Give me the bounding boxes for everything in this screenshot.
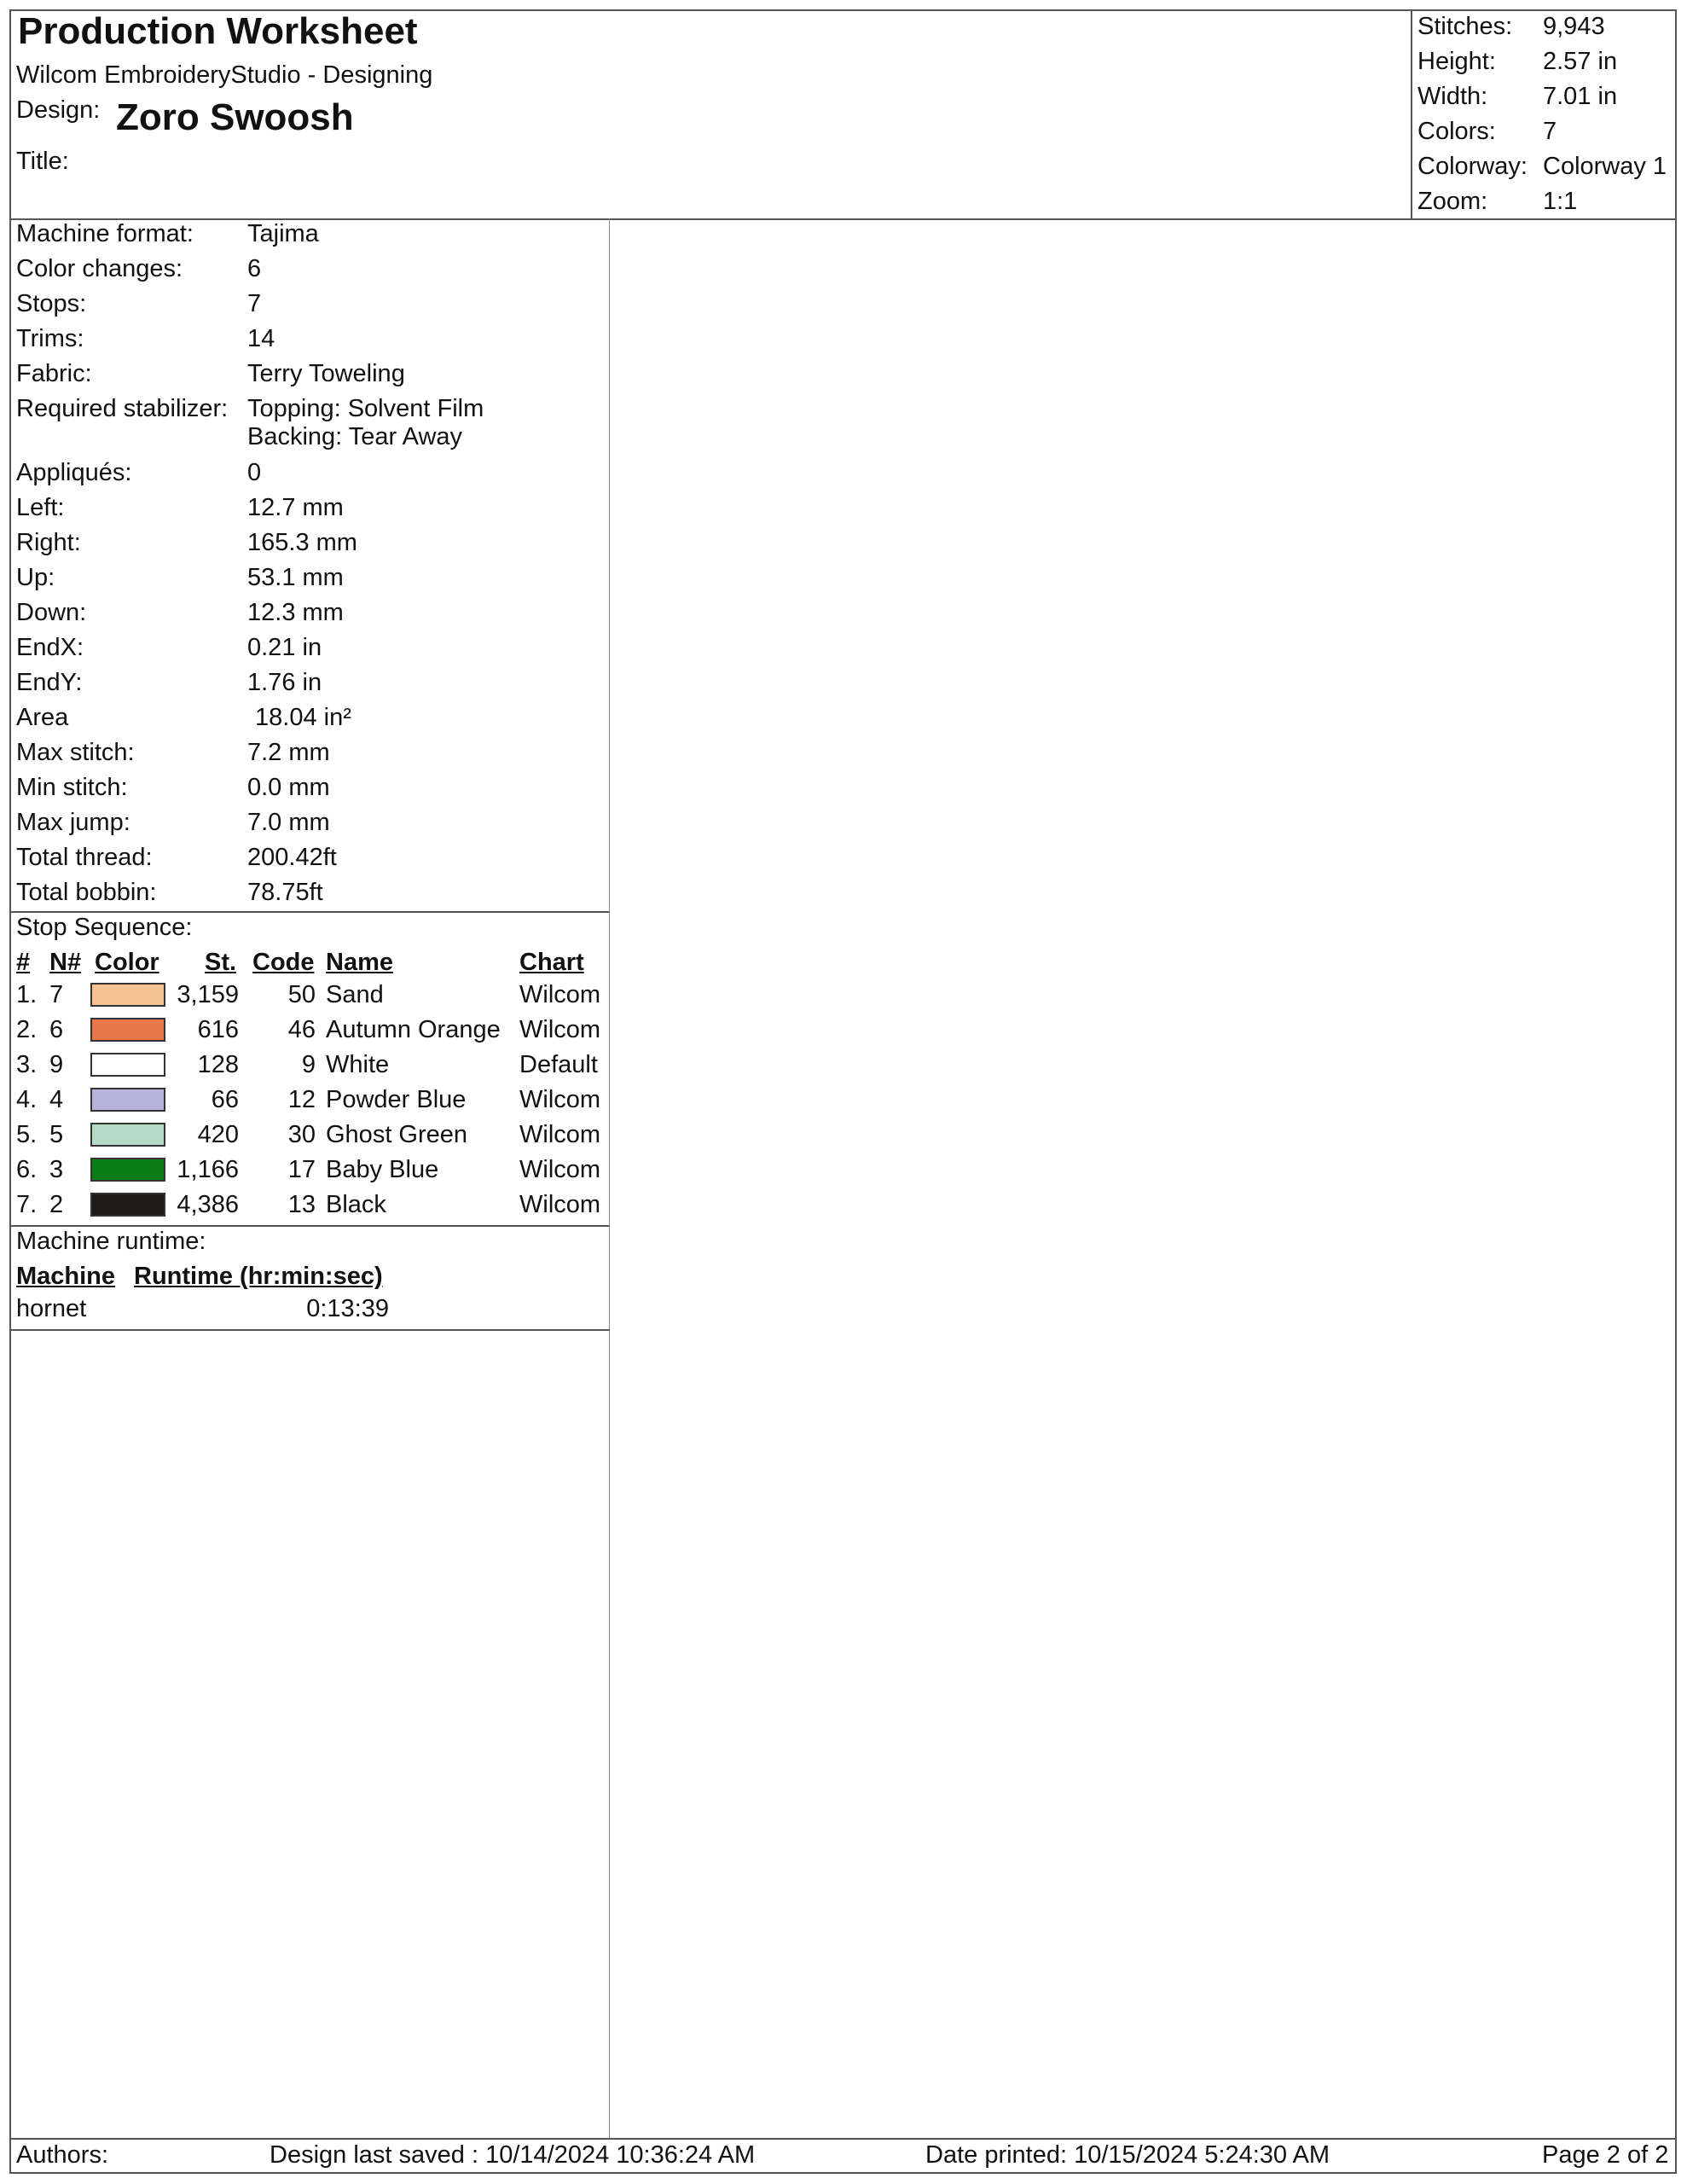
detail-value: 0.21 in: [247, 634, 322, 661]
row-needle: 2: [49, 1191, 64, 1218]
row-chart: Wilcom: [519, 1191, 601, 1218]
detail-label: Down:: [16, 599, 87, 626]
color-swatch: [90, 1158, 165, 1182]
footer-printed: Date printed: 10/15/2024 5:24:30 AM: [925, 2141, 1330, 2169]
row-chart: Wilcom: [519, 1156, 601, 1183]
detail-label: Required stabilizer:: [16, 395, 229, 422]
row-num: 3.: [16, 1051, 38, 1078]
color-swatch: [90, 983, 165, 1007]
design-name: Zoro Swoosh: [116, 96, 354, 138]
detail-value: 200.42ft: [247, 844, 337, 871]
row-name: Powder Blue: [326, 1086, 467, 1113]
row-code: 30: [287, 1121, 316, 1148]
design-label: Design:: [16, 96, 101, 124]
summary-label: Zoom:: [1417, 188, 1488, 215]
color-swatch: [90, 1123, 165, 1147]
row-stitches: 4,386: [177, 1191, 239, 1218]
footer-page-number: Page 2 of 2: [1542, 2141, 1669, 2169]
detail-label: Color changes:: [16, 255, 183, 282]
detail-value: 1.76 in: [247, 669, 322, 696]
detail-label: Appliqués:: [16, 459, 132, 486]
header-color: Color: [95, 949, 159, 976]
page-title: Production Worksheet: [18, 10, 418, 52]
header-runtime: Runtime (hr:min:sec): [134, 1263, 383, 1290]
color-swatch: [90, 1018, 165, 1042]
row-num: 7.: [16, 1191, 38, 1218]
detail-label: Trims:: [16, 325, 84, 352]
row-code: 17: [287, 1156, 316, 1183]
footer-divider: [9, 2138, 1677, 2140]
detail-label: Stops:: [16, 290, 87, 317]
runtime-title: Machine runtime:: [16, 1228, 206, 1255]
header-stitches: St.: [205, 949, 237, 976]
row-chart: Wilcom: [519, 981, 601, 1008]
row-code: 9: [301, 1051, 316, 1078]
row-stitches: 420: [197, 1121, 239, 1148]
detail-label: Fabric:: [16, 360, 92, 387]
detail-value: 18.04 in²: [255, 704, 351, 731]
detail-value: 53.1 mm: [247, 564, 344, 591]
detail-label: Min stitch:: [16, 774, 128, 801]
summary-label: Width:: [1417, 83, 1488, 110]
detail-value: 0.0 mm: [247, 774, 330, 801]
summary-label: Stitches:: [1417, 13, 1513, 40]
summary-value: 7: [1543, 118, 1557, 145]
row-needle: 5: [49, 1121, 64, 1148]
detail-value: Tajima: [247, 220, 319, 247]
color-swatch: [90, 1053, 165, 1077]
row-name: Baby Blue: [326, 1156, 439, 1183]
row-needle: 6: [49, 1016, 64, 1043]
detail-label: Up:: [16, 564, 55, 591]
runtime-machine: hornet: [16, 1295, 87, 1322]
detail-value: 12.3 mm: [247, 599, 344, 626]
row-num: 6.: [16, 1156, 38, 1183]
row-chart: Default: [519, 1051, 598, 1078]
color-swatch: [90, 1193, 165, 1217]
row-code: 46: [287, 1016, 316, 1043]
footer-last-saved: Design last saved : 10/14/2024 10:36:24 AM: [270, 2141, 756, 2169]
row-stitches: 1,166: [177, 1156, 239, 1183]
row-chart: Wilcom: [519, 1121, 601, 1148]
row-needle: 7: [49, 981, 64, 1008]
row-stitches: 616: [197, 1016, 239, 1043]
detail-value: 7: [247, 290, 262, 317]
header-name: Name: [326, 949, 393, 976]
row-stitches: 3,159: [177, 981, 239, 1008]
runtime-divider: [9, 1329, 610, 1331]
detail-label: Max stitch:: [16, 739, 135, 766]
detail-value: 7.0 mm: [247, 809, 330, 836]
summary-value: 2.57 in: [1543, 48, 1618, 75]
detail-value: 14: [247, 325, 275, 352]
row-num: 5.: [16, 1121, 38, 1148]
detail-value: Backing: Tear Away: [247, 423, 463, 450]
detail-label: Right:: [16, 529, 81, 556]
row-stitches: 66: [211, 1086, 239, 1113]
detail-label: Left:: [16, 494, 65, 521]
detail-label: EndY:: [16, 669, 83, 696]
detail-value: 7.2 mm: [247, 739, 330, 766]
row-needle: 9: [49, 1051, 64, 1078]
summary-label: Colors:: [1417, 118, 1496, 145]
row-stitches: 128: [197, 1051, 239, 1078]
row-code: 13: [287, 1191, 316, 1218]
detail-label: Machine format:: [16, 220, 194, 247]
row-name: Sand: [326, 981, 384, 1008]
row-code: 12: [287, 1086, 316, 1113]
row-needle: 3: [49, 1156, 64, 1183]
summary-value: 1:1: [1543, 188, 1578, 215]
summary-label: Height:: [1417, 48, 1496, 75]
row-name: Ghost Green: [326, 1121, 468, 1148]
footer-authors: Authors:: [16, 2141, 108, 2169]
detail-value: 12.7 mm: [247, 494, 344, 521]
title-label: Title:: [16, 148, 69, 175]
summary-value: 9,943: [1543, 13, 1605, 40]
row-name: Autumn Orange: [326, 1016, 501, 1043]
header-needle: N#: [49, 949, 82, 976]
row-chart: Wilcom: [519, 1086, 601, 1113]
summary-value: Colorway 1: [1543, 153, 1667, 180]
detail-value: Terry Toweling: [247, 360, 405, 387]
detail-value: 0: [247, 459, 262, 486]
detail-label: Max jump:: [16, 809, 130, 836]
summary-divider: [1411, 9, 1412, 219]
detail-value: 78.75ft: [247, 879, 323, 906]
detail-value: 6: [247, 255, 262, 282]
row-name: White: [326, 1051, 390, 1078]
detail-label: Total bobbin:: [16, 879, 157, 906]
header-code: Code: [252, 949, 315, 976]
row-name: Black: [326, 1191, 386, 1218]
header-num: #: [16, 949, 31, 976]
header-machine: Machine: [16, 1263, 116, 1290]
summary-value: 7.01 in: [1543, 83, 1618, 110]
summary-label: Colorway:: [1417, 153, 1528, 180]
detail-label: EndX:: [16, 634, 84, 661]
row-num: 2.: [16, 1016, 38, 1043]
header-chart: Chart: [519, 949, 584, 976]
row-num: 1.: [16, 981, 38, 1008]
detail-label: Area: [16, 704, 69, 731]
row-num: 4.: [16, 1086, 38, 1113]
software-name: Wilcom EmbroideryStudio - Designing: [16, 61, 433, 89]
row-needle: 4: [49, 1086, 64, 1113]
row-chart: Wilcom: [519, 1016, 601, 1043]
detail-label: Total thread:: [16, 844, 153, 871]
stop-sequence-title: Stop Sequence:: [16, 914, 193, 941]
column-divider: [609, 218, 610, 2138]
color-swatch: [90, 1088, 165, 1112]
row-code: 50: [287, 981, 316, 1008]
detail-value: Topping: Solvent Film: [247, 395, 484, 422]
detail-value: 165.3 mm: [247, 529, 357, 556]
runtime-value: 0:13:39: [306, 1295, 389, 1322]
